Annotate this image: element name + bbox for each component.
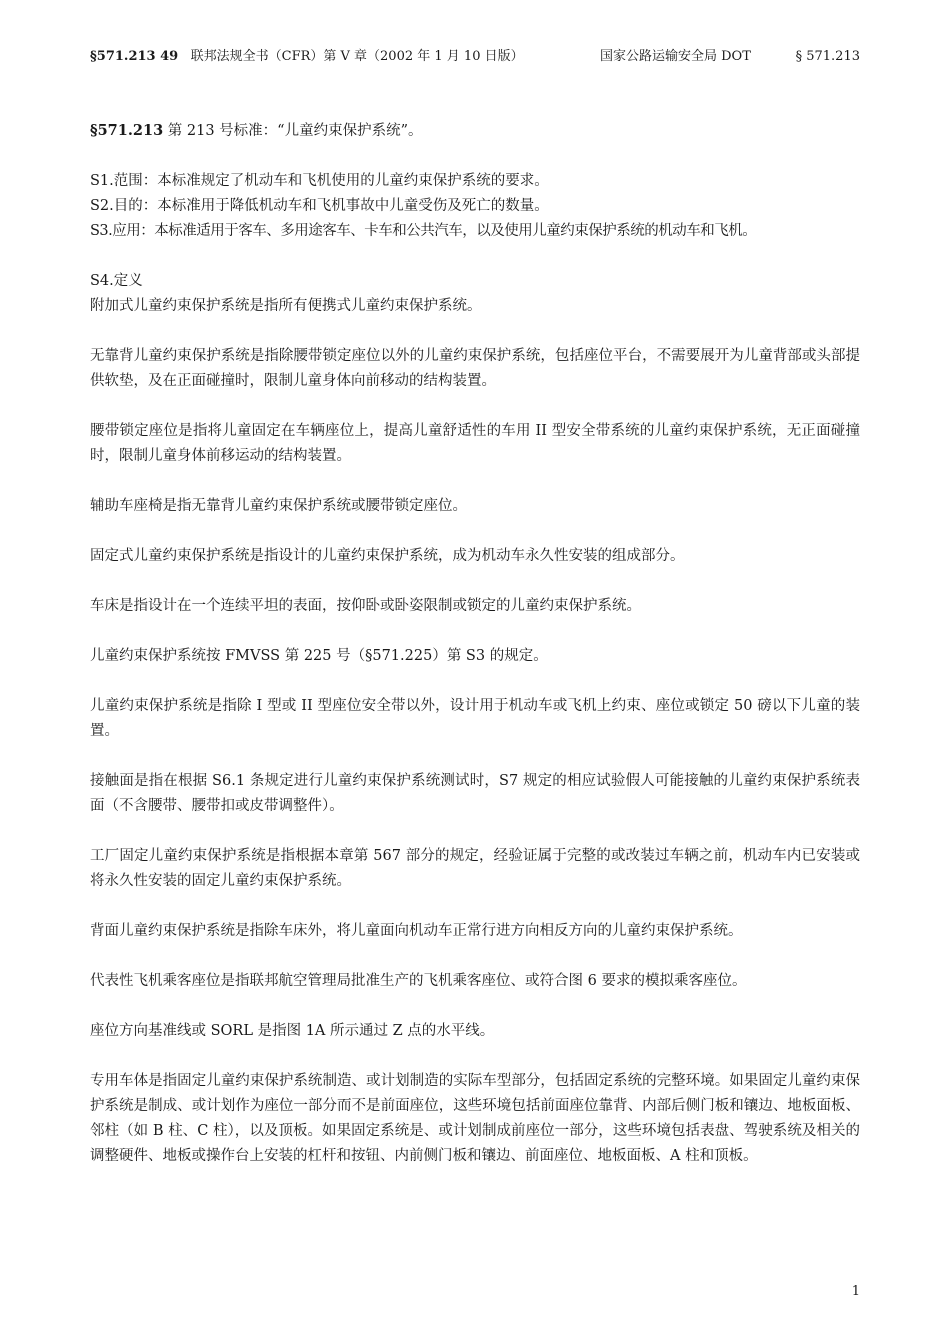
scope-s3: S3.应用：本标准适用于客车、多用途客车、卡车和公共汽车，以及使用儿童约束保护系统的机动车和飞机。 <box>90 223 757 239</box>
definition-paragraph: 座位方向基准线或 SORL 是指图 1A 所示通过 Z 点的水平线。 <box>90 1023 495 1039</box>
definition-paragraph: 车床是指设计在一个连续平坦的表面，按仰卧或卧姿限制或锁定的儿童约束保护系统。 <box>90 598 641 614</box>
definition-paragraph: 代表性飞机乘客座位是指联邦航空管理局批准生产的飞机乘客座位、或符合图 6 要求的模拟乘客座位。 <box>90 973 747 989</box>
definitions-heading: S4.定义 <box>90 273 143 289</box>
definition-paragraph: 无靠背儿童约束保护系统是指除腰带锁定座位以外的儿童约束保护系统，包括座位平台，不需要展开为儿童背部或头部提供软垫，及在正面碰撞时，限制儿童身体向前移动的结构装置。 <box>90 348 860 389</box>
scope-s1: S1.范围：本标准规定了机动车和飞机使用的儿童约束保护系统的要求。 <box>90 173 549 189</box>
document-title <box>90 118 860 144</box>
page-number: 1 <box>851 1284 860 1299</box>
header-agency: 国家公路运输安全局 DOT <box>600 49 751 64</box>
header-left <box>90 47 524 67</box>
definition-paragraph: 儿童约束保护系统是指除 I 型或 II 型座位安全带以外，设计用于机动车或飞机上约束、座位或锁定 50 磅以下儿童的装置。 <box>90 698 860 739</box>
definition-paragraph: 固定式儿童约束保护系统是指设计的儿童约束保护系统，成为机动车永久性安装的组成部分。 <box>90 548 685 564</box>
definition-paragraph: 辅助车座椅是指无靠背儿童约束保护系统或腰带锁定座位。 <box>90 498 467 514</box>
definition-paragraph: 接触面是指在根据 S6.1 条规定进行儿童约束保护系统测试时，S7 规定的相应试验假人可能接触的儿童约束保护系统表面（不含腰带、腰带扣或皮带调整件）。 <box>90 773 860 814</box>
definition-paragraph: 工厂固定儿童约束保护系统是指根据本章第 567 部分的规定，经验证属于完整的或改装过车辆之前，机动车内已安装或将永久性安装的固定儿童约束保护系统。 <box>90 848 860 889</box>
scope-section <box>90 169 860 244</box>
header-source: 联邦法规全书（CFR）第 V 章（2002 年 1 月 10 日版） <box>190 49 524 64</box>
running-header <box>90 47 860 67</box>
definition-paragraph: 儿童约束保护系统按 FMVSS 第 225 号（§571.225）第 S3 的规定。 <box>90 648 548 664</box>
definition-paragraph: 专用车体是指固定儿童约束保护系统制造、或计划制造的实际车型部分，包括固定系统的完整环境。如果固定儿童约束保护系统是制成、或计划作为座位一部分而不是前面座位，这些环境包括前面座位靠背、内部后侧门板和镶边、地板面板、邻柱（如 B 柱、C 柱），以及顶板。如果固定系统是、或计划制成前座位一部分，这些环境包括表盘、驾驶系统及相关的调整硬件、地板或操作台上安装的杠杆和按钮、内前侧门板和镶边、前面座位、地板面板、A 柱和顶板。 <box>90 1073 860 1164</box>
definition-paragraph: 附加式儿童约束保护系统是指所有便携式儿童约束保护系统。 <box>90 298 482 314</box>
header-section-right: § 571.213 <box>795 49 860 64</box>
scope-s2: S2.目的：本标准用于降低机动车和飞机事故中儿童受伤及死亡的数量。 <box>90 198 549 214</box>
definition-paragraph: 腰带锁定座位是指将儿童固定在车辆座位上，提高儿童舒适性的车用 II 型安全带系统的儿童约束保护系统，无正面碰撞时，限制儿童身体前移运动的结构装置。 <box>90 423 860 464</box>
title-text: 第 213 号标准：“儿童约束保护系统”。 <box>163 123 423 139</box>
definition-paragraph: 背面儿童约束保护系统是指除车床外，将儿童面向机动车正常行进方向相反方向的儿童约束保护系统。 <box>90 923 743 939</box>
document-body <box>90 118 860 1169</box>
header-section-number: §571.213 49 <box>90 49 179 64</box>
title-section-number: §571.213 <box>90 122 164 139</box>
